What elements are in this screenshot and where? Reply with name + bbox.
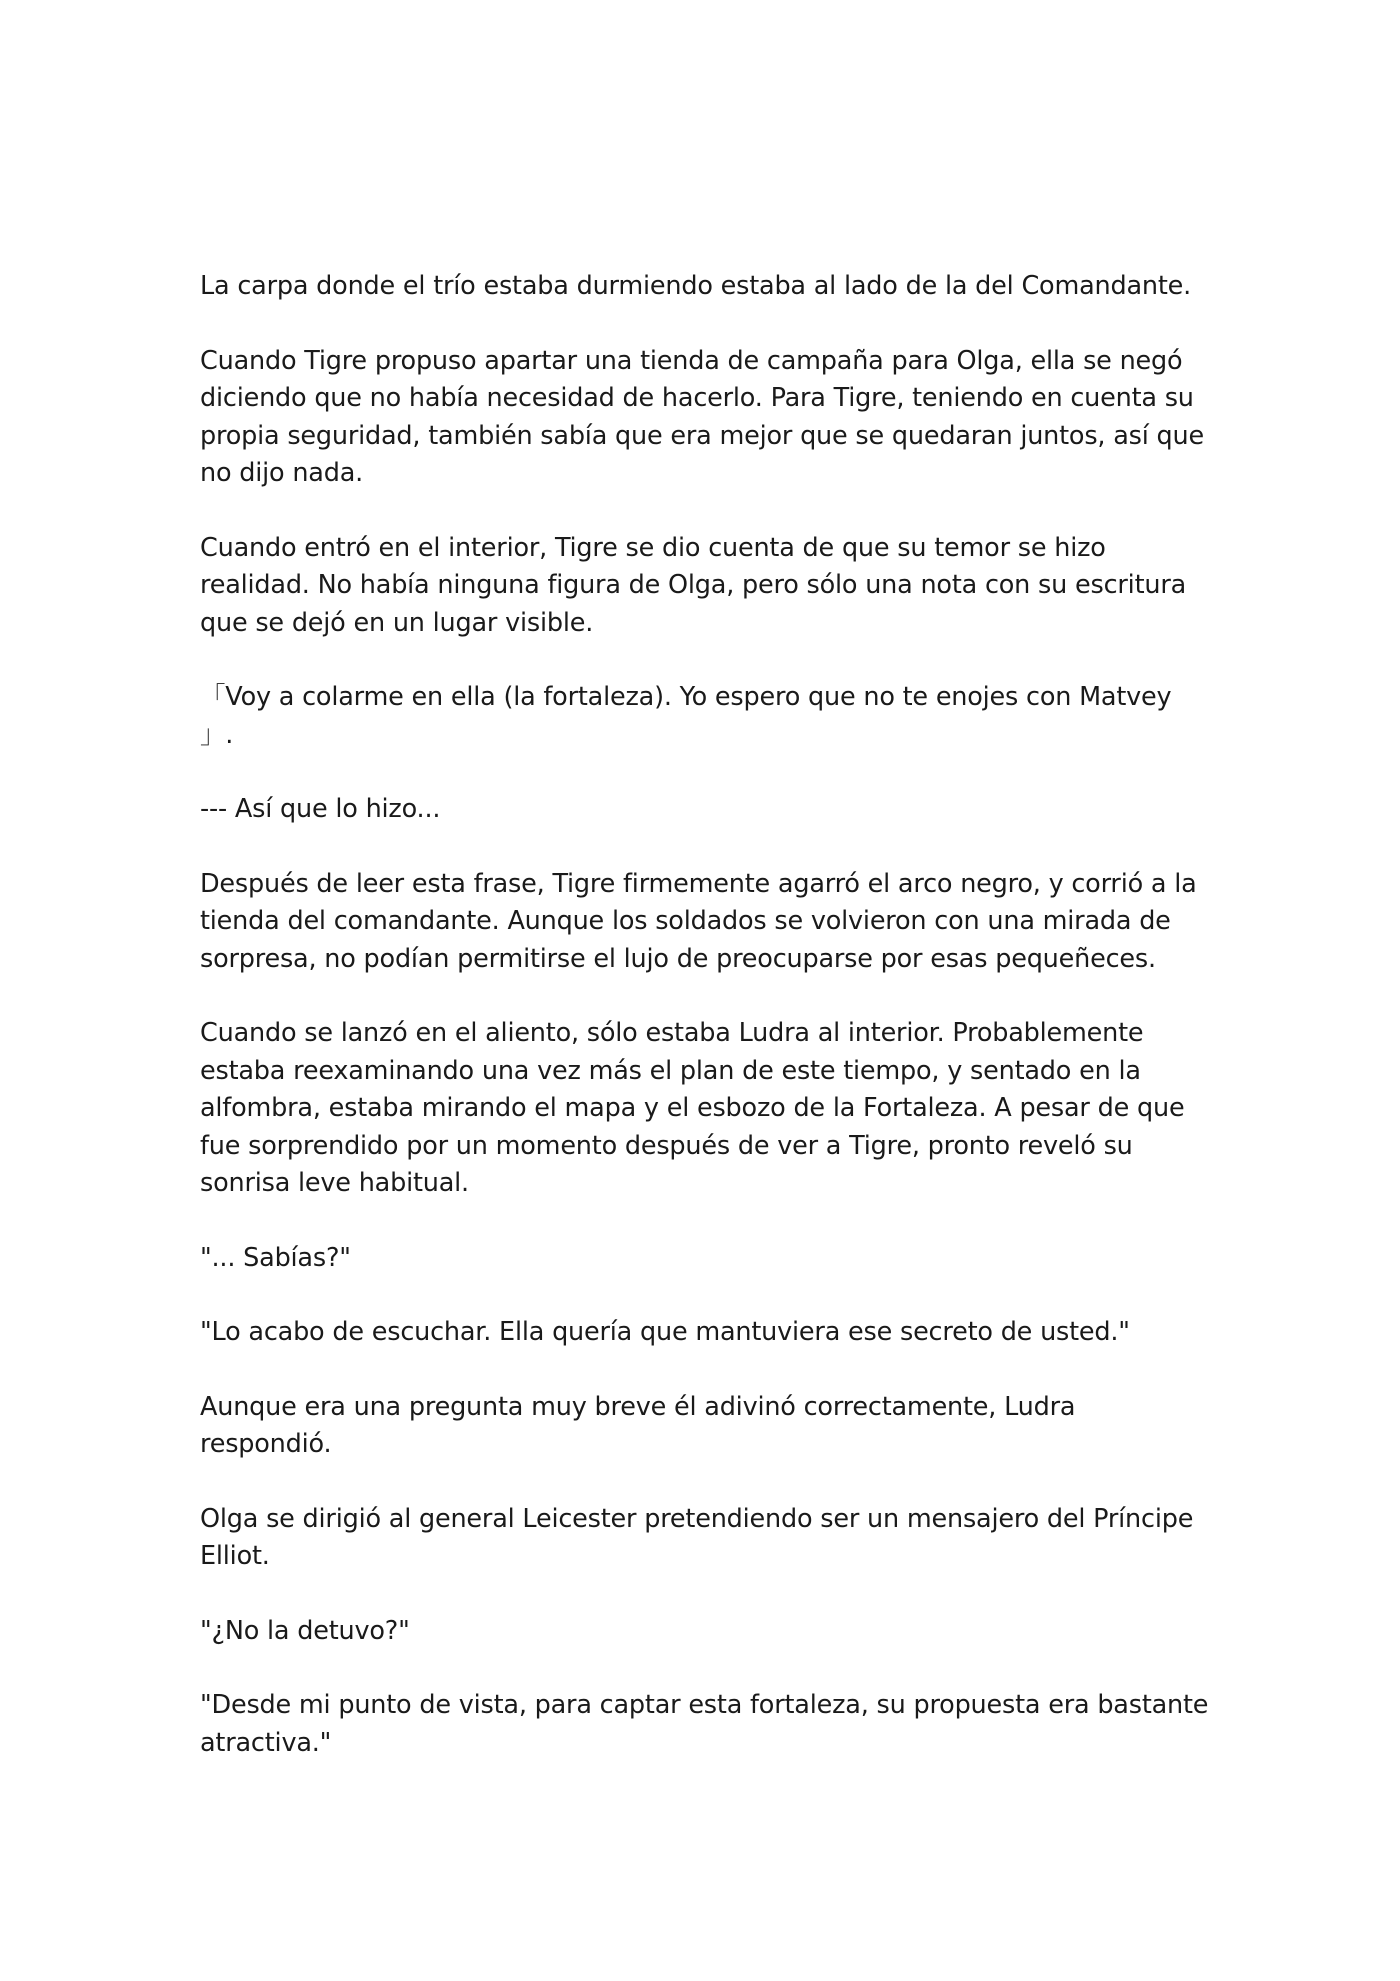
paragraph: La carpa donde el trío estaba durmiendo estaba al lado de la del Comandante. — [200, 271, 1192, 301]
paragraph: "... Sabías?" — [200, 1242, 351, 1273]
paragraph: --- Así que lo hizo... — [200, 794, 441, 824]
paragraph: Cuando Tigre propuso apartar una tienda de campaña para Olga, ella se negó diciendo que no había necesidad de hacerlo. Para Tigre, teniendo en cuenta su propia seguridad, también sabía que era mejor que se quedaran juntos, así que no dijo nada. — [200, 345, 1204, 488]
paragraph: 「Voy a colarme en ella (la fortaleza). Yo espero que no te enojes con Matvey 」. — [200, 682, 1172, 750]
paragraph: Aunque era una pregunta muy breve él adivinó correctamente, Ludra respondió. — [200, 1391, 1076, 1459]
paragraph: Olga se dirigió al general Leicester pretendiendo ser un mensajero del Príncipe Elliot. — [200, 1503, 1194, 1571]
paragraph: "Desde mi punto de vista, para captar esta fortaleza, su propuesta era bastante atractiva." — [200, 1690, 1209, 1758]
paragraph: "¿No la detuvo?" — [200, 1615, 410, 1646]
document-page — [200, 268, 1210, 1799]
paragraph: Cuando se lanzó en el aliento, sólo estaba Ludra al interior. Probablemente estaba reexaminando una vez más el plan de este tiempo, y sentado en la alfombra, estaba mirando el mapa y el esbozo de la Fortaleza. A pesar de que fue sorprendido por un momento después de ver a Tigre, pronto reveló su sonrisa leve habitual. — [200, 1018, 1185, 1198]
paragraph: Después de leer esta frase, Tigre firmemente agarró el arco negro, y corrió a la tienda del comandante. Aunque los soldados se volvieron con una mirada de sorpresa, no podían permitirse el lujo de preocuparse por esas pequeñeces. — [200, 868, 1197, 974]
paragraph: Cuando entró en el interior, Tigre se dio cuenta de que su temor se hizo realidad. No había ninguna figura de Olga, pero sólo una nota con su escritura que se dejó en un lugar visible. — [200, 532, 1187, 638]
paragraph: "Lo acabo de escuchar. Ella quería que mantuviera ese secreto de usted." — [200, 1317, 1130, 1347]
